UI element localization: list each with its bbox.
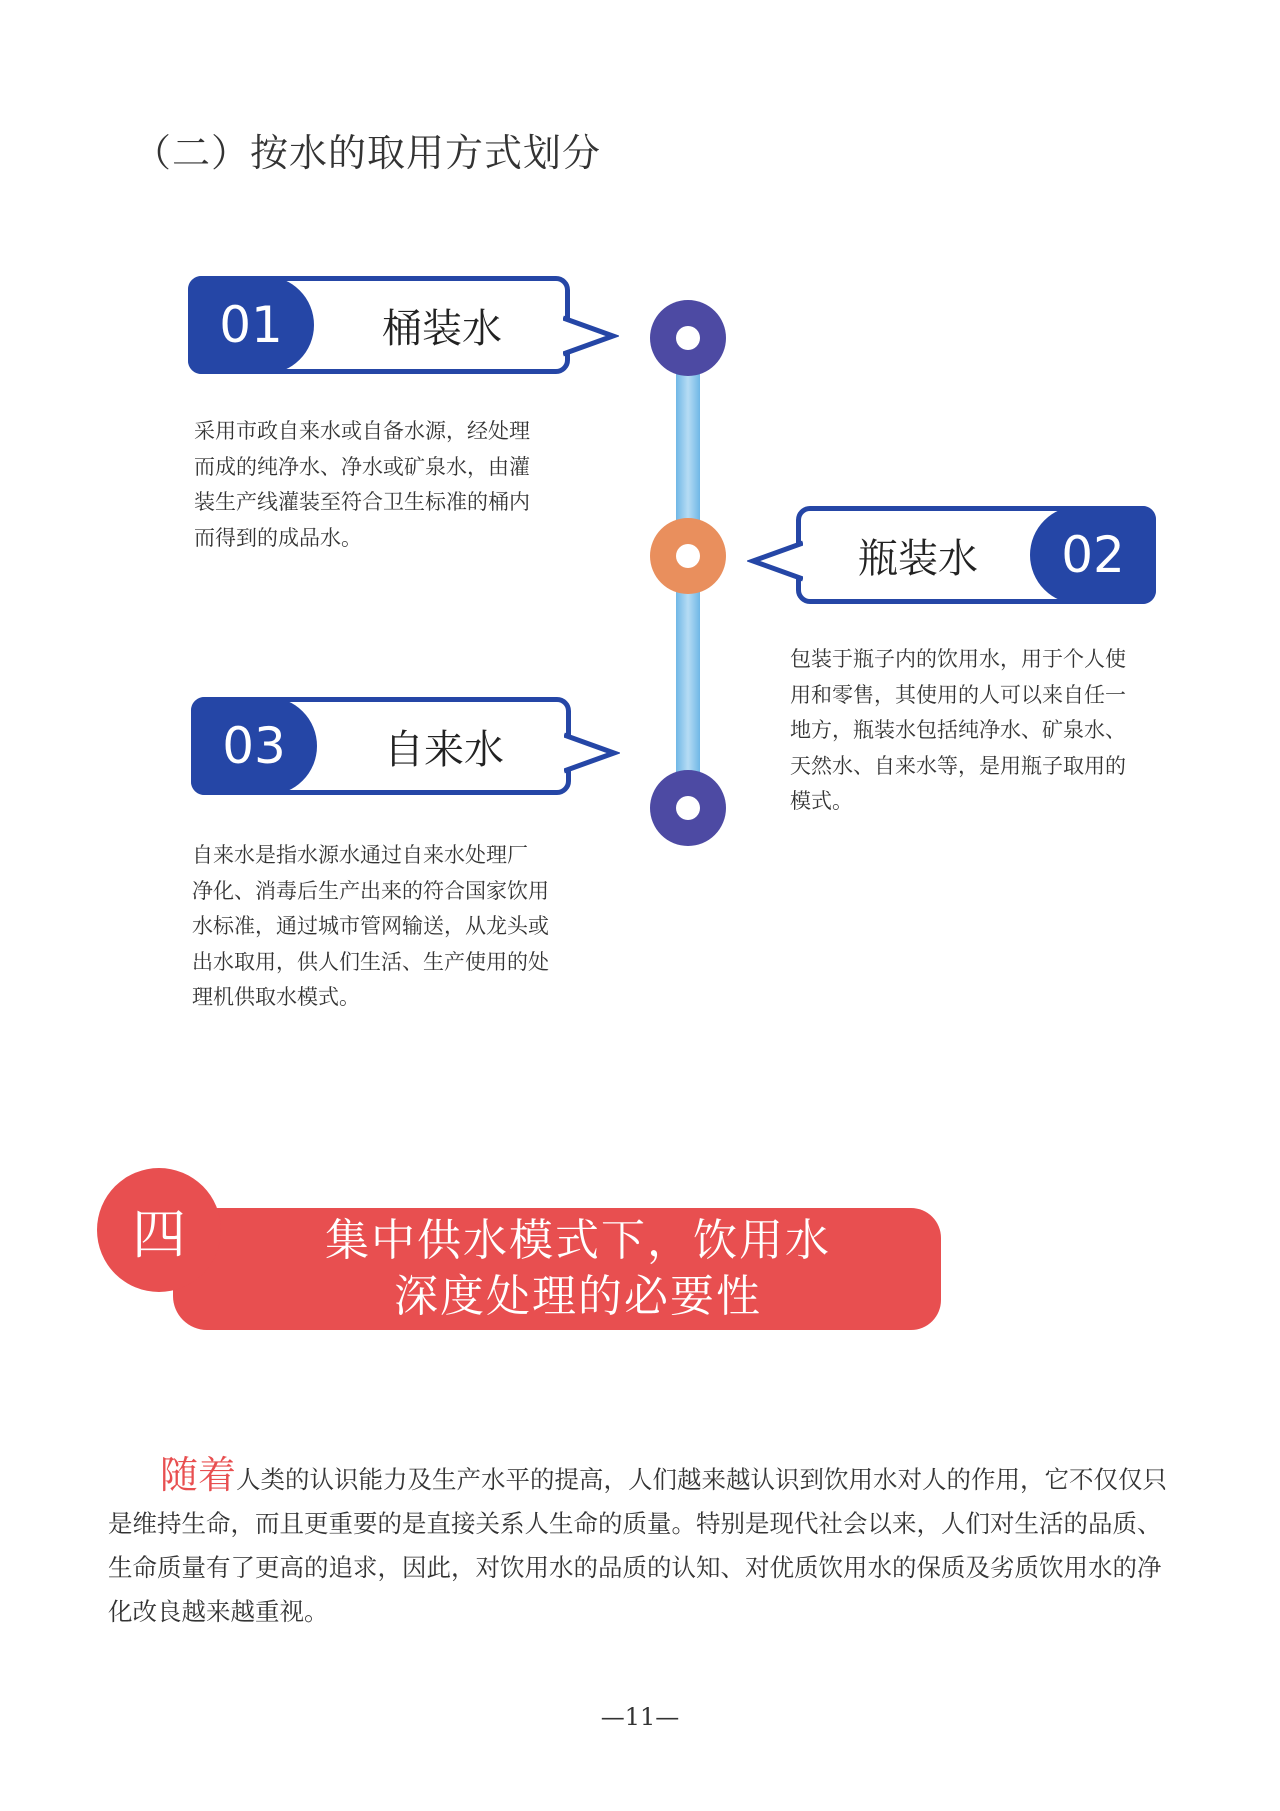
- chapter-number: 四: [132, 1202, 186, 1266]
- timeline-node-1: [650, 300, 726, 376]
- section-title: （二）按水的取用方式划分: [133, 131, 602, 175]
- desc-line: 出水取用，供人们生活、生产使用的处: [192, 949, 549, 974]
- desc-line: 净化、消毒后生产出来的符合国家饮用: [192, 878, 549, 903]
- card-01-pointer: [563, 306, 619, 366]
- desc-line: 而得到的成品水。: [194, 525, 362, 550]
- card-01-label: 桶装水: [382, 305, 502, 352]
- card-03-description: [192, 838, 582, 1016]
- chapter-title: [258, 1208, 898, 1330]
- desc-line: 地方，瓶装水包括纯净水、矿泉水、: [790, 718, 1126, 742]
- chapter-title-line-2: 深度处理的必要性: [394, 1271, 762, 1322]
- desc-line: 理机供取水模式。: [192, 985, 360, 1009]
- card-01: [188, 276, 570, 374]
- card-03-label: 自来水: [384, 726, 504, 773]
- desc-line: 自来水是指水源水通过自来水处理厂: [192, 843, 528, 867]
- paragraph-text: 人类的认识能力及生产水平的提高，人们越来越认识到饮用水对人的作用，它不仅仅只是维持生命，而且更重要的是直接关系人生命的质量。特别是现代社会以来，人们对生活的品质、生命质量有了更高的追求，因此，对饮用水的品质的认知、对优质饮用水的保质及劣质饮用水的净化改良越来越重视。: [108, 1465, 1168, 1626]
- card-02-label: 瓶装水: [858, 535, 978, 582]
- chapter-title-line-1: 集中供水模式下，饮用水: [325, 1215, 831, 1266]
- desc-line: 水标准，通过城市管网输送，从龙头或: [192, 914, 549, 938]
- body-paragraph: [108, 1453, 1178, 1634]
- card-03: [191, 697, 571, 795]
- desc-line: 天然水、自来水等，是用瓶子取用的: [790, 753, 1126, 778]
- timeline-node-2: [650, 518, 726, 594]
- card-02-number: 02: [1030, 506, 1156, 604]
- desc-line: 模式。: [790, 789, 853, 813]
- timeline-node-3: [650, 770, 726, 846]
- desc-line: 而成的纯净水、净水或矿泉水，由灌: [194, 454, 530, 479]
- page-number: —11—: [600, 1703, 680, 1731]
- card-02-pointer: [747, 531, 803, 591]
- card-01-description: [194, 414, 574, 556]
- paragraph-lead-chars: 随着: [160, 1453, 237, 1497]
- card-01-number: 01: [188, 276, 314, 374]
- desc-line: 包装于瓶子内的饮用水，用于个人使: [790, 647, 1126, 671]
- desc-line: 采用市政自来水或自备水源，经处理: [194, 419, 530, 443]
- card-03-number: 03: [191, 697, 317, 795]
- desc-line: 装生产线灌装至符合卫生标准的桶内: [194, 490, 530, 514]
- card-02-description: [790, 642, 1170, 820]
- card-03-pointer: [564, 723, 620, 783]
- card-02: [796, 506, 1156, 604]
- desc-line: 用和零售，其使用的人可以来自任一: [790, 682, 1126, 707]
